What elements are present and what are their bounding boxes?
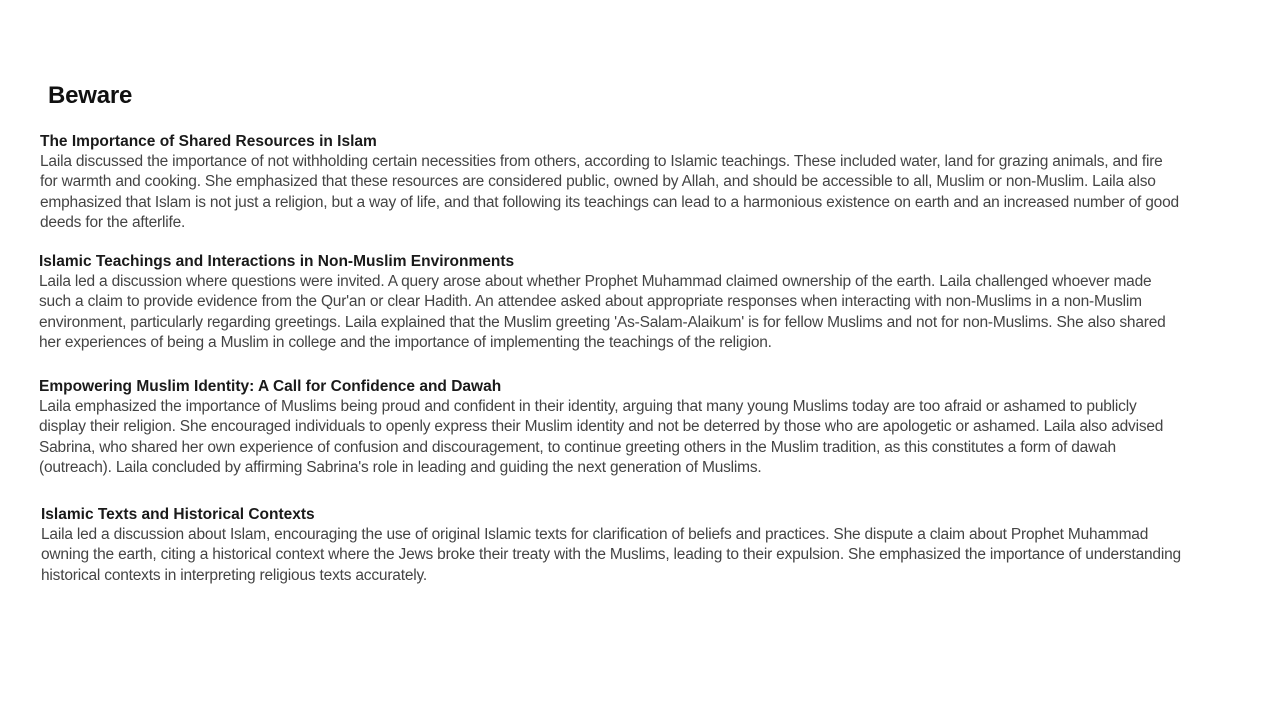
page-title: Beware: [48, 82, 133, 109]
section-heading: Islamic Texts and Historical Contexts: [41, 506, 315, 523]
section-body: Laila led a discussion about Islam, encouraging the use of original Islamic texts for clarification of beliefs and practices. She dispute a claim about Prophet Muhammad owning the earth, citing a historical context where the Jews broke their treaty with the Muslims, leading to their expulsion. She emphasized the importance of understanding historical contexts in interpreting religious texts accurately.: [41, 526, 1181, 584]
section-body: Laila led a discussion where questions were invited. A query arose about whether Prophet Muhammad claimed ownership of the earth. Laila challenged whoever made such a claim to provide evidence from the Qur'an or clear Hadith. An attendee asked about appropriate responses when interacting with non-Muslims in a non-Muslim environment, particularly regarding greetings. Laila explained that the Muslim greeting 'As-Salam-Alaikum' is for fellow Muslims and not for non-Muslims. She also shared her experiences of being a Muslim in college and the importance of implementing the teachings of the religion.: [39, 273, 1166, 351]
section-heading: Islamic Teachings and Interactions in Non-Muslim Environments: [39, 253, 515, 270]
section-muslim-identity: [39, 377, 1184, 478]
section-heading: Empowering Muslim Identity: A Call for Confidence and Dawah: [39, 378, 502, 395]
section-historical-contexts: [41, 505, 1181, 586]
section-body: Laila emphasized the importance of Muslims being proud and confident in their identity, arguing that many young Muslims today are too afraid or ashamed to publicly display their religion. She encouraged individuals to openly express their Muslim identity and not be deterred by those who are apologetic or ashamed. Laila also advised Sabrina, who shared her own experience of confusion and discouragement, to continue greeting others in the Muslim tradition, as this constitutes a form of dawah (outreach). Laila concluded by affirming Sabrina's role in leading and guiding the next generation of Muslims.: [39, 398, 1164, 476]
section-non-muslim-environments: [39, 252, 1179, 353]
section-body: Laila discussed the importance of not withholding certain necessities from others, according to Islamic teachings. These included water, land for grazing animals, and fire for warmth and cooking. She emphasized that these resources are considered public, owned by Allah, and should be accessible to all, Muslim or non-Muslim. Laila also emphasized that Islam is not just a religion, but a way of life, and that following its teachings can lead to a harmonious existence on earth and an increased number of good deeds for the afterlife.: [40, 153, 1179, 231]
section-shared-resources: [40, 132, 1180, 233]
section-heading: The Importance of Shared Resources in Islam: [40, 133, 377, 150]
